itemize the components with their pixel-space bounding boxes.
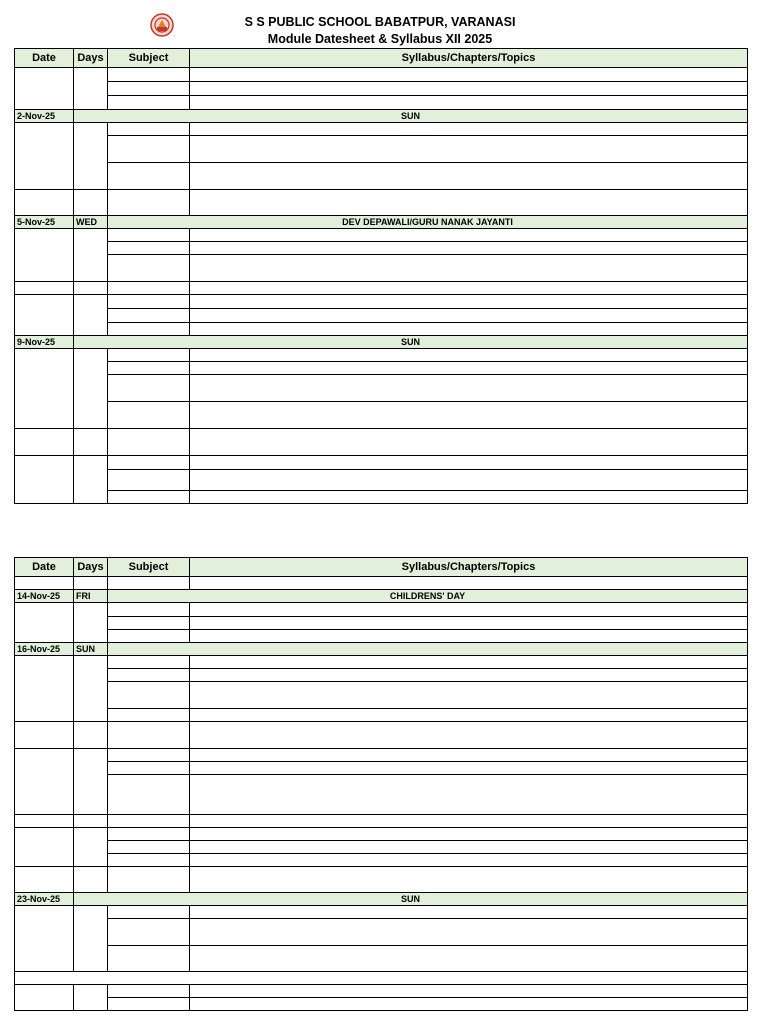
table-row [15, 682, 748, 709]
table-row [15, 456, 748, 470]
table-row [15, 309, 748, 323]
table-row [15, 919, 748, 946]
col-subject: Subject [108, 49, 190, 68]
table-row [15, 163, 748, 190]
table-row [15, 470, 748, 491]
col-topics: Syllabus/Chapters/Topics [190, 49, 748, 68]
col-subject: Subject [108, 558, 190, 577]
datesheet-table-1 [14, 48, 748, 504]
table-row [15, 617, 748, 630]
table-row [15, 229, 748, 242]
table-row [15, 323, 748, 336]
table-row [15, 491, 748, 504]
table-row [15, 68, 748, 82]
document-title: Module Datesheet & Syllabus XII 2025 [267, 32, 493, 46]
table-row [15, 603, 748, 617]
row-note: SUN [74, 893, 748, 906]
col-days: Days [74, 49, 108, 68]
table-row [15, 362, 748, 375]
table-row-holiday [15, 216, 748, 229]
row-note: DEV DEPAWALI/GURU NANAK JAYANTI [108, 216, 748, 229]
table-row [15, 630, 748, 643]
table-row [15, 722, 748, 749]
row-note: SUN [74, 110, 748, 123]
row-date: 5-Nov-25 [15, 216, 74, 229]
table-row [15, 669, 748, 682]
col-date: Date [15, 49, 74, 68]
table-row [15, 656, 748, 669]
table-row [15, 375, 748, 402]
table-row [15, 749, 748, 762]
table-row [15, 828, 748, 841]
table-row [15, 190, 748, 216]
row-note: CHILDRENS' DAY [108, 590, 748, 603]
school-name: S S PUBLIC SCHOOL BABATPUR, VARANASI [244, 15, 516, 29]
table-row [15, 242, 748, 255]
table-row [15, 123, 748, 136]
row-note: SUN [74, 336, 748, 349]
table-row [15, 841, 748, 854]
table-row [15, 282, 748, 295]
table-header-row [15, 49, 748, 68]
col-date: Date [15, 558, 74, 577]
row-day: WED [74, 216, 108, 229]
table-row-holiday [15, 110, 748, 123]
col-days: Days [74, 558, 108, 577]
table-row [15, 972, 748, 985]
table-row-holiday [15, 590, 748, 603]
table-row [15, 815, 748, 828]
table-row [15, 136, 748, 163]
table-row [15, 402, 748, 429]
table-row [15, 762, 748, 775]
col-topics: Syllabus/Chapters/Topics [190, 558, 748, 577]
row-day: SUN [74, 643, 108, 656]
table-row [15, 255, 748, 282]
table-row-holiday [15, 336, 748, 349]
datesheet-table-2 [14, 557, 748, 1011]
table-row [15, 295, 748, 309]
table-row [15, 985, 748, 998]
table-row [15, 349, 748, 362]
table-row [15, 96, 748, 110]
table-row [15, 709, 748, 722]
table-row [15, 854, 748, 867]
table-row-holiday [15, 893, 748, 906]
table-row-holiday [15, 643, 748, 656]
row-date: 23-Nov-25 [15, 893, 74, 906]
table-header-row [15, 558, 748, 577]
table-row [15, 946, 748, 972]
school-emblem-icon [150, 13, 174, 37]
page-header [0, 0, 768, 48]
row-date: 2-Nov-25 [15, 110, 74, 123]
row-day: FRI [74, 590, 108, 603]
table-row [15, 867, 748, 893]
table-row [15, 577, 748, 590]
table-row [15, 82, 748, 96]
row-date: 9-Nov-25 [15, 336, 74, 349]
table-row [15, 429, 748, 456]
table-row [15, 775, 748, 815]
table-row [15, 998, 748, 1011]
row-date: 16-Nov-25 [15, 643, 74, 656]
table-row [15, 906, 748, 919]
row-date: 14-Nov-25 [15, 590, 74, 603]
